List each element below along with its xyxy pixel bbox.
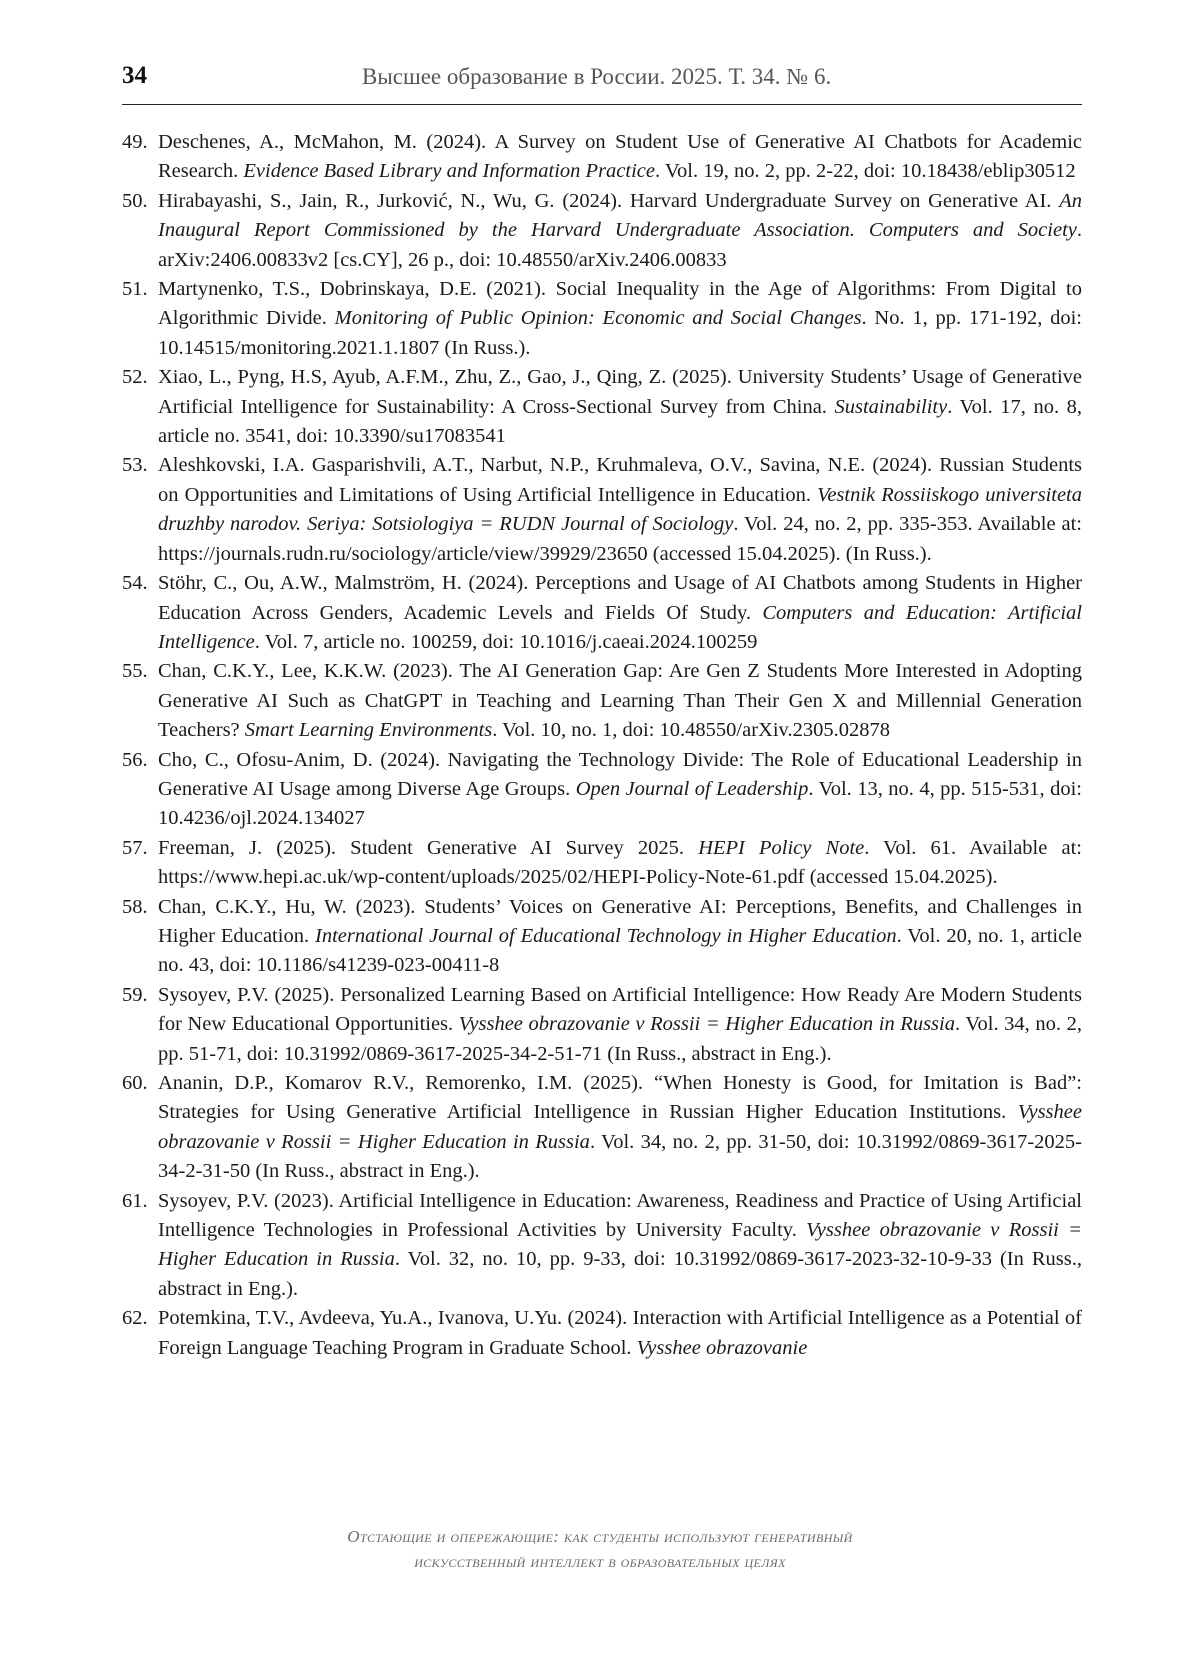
reference-source: Vysshee obrazovanie v Rossii = Higher Education in Russia — [458, 1013, 955, 1036]
page-header — [122, 58, 1082, 105]
reference-text: Chan, C.K.Y., Lee, K.K.W. (2023). The AI Generation Gap: Are Gen Z Students More Interested in Adopting Generative AI Such as ChatGPT in Teaching and Learning Than Their Gen X and Millennial Generation Teachers? — [158, 660, 1082, 742]
reference-item — [122, 275, 1082, 363]
reference-source: Vysshee obrazovanie v Rossii = Higher Education in Russia — [158, 1101, 1082, 1153]
running-title: Высшее образование в России. 2025. Т. 34. № 6. — [362, 64, 832, 89]
reference-item — [122, 1304, 1082, 1363]
reference-source: Evidence Based Library and Information Practice — [243, 160, 655, 183]
reference-item — [122, 746, 1082, 834]
reference-item — [122, 981, 1082, 1069]
page-number: 34 — [122, 62, 147, 89]
reference-source: An Inaugural Report Commissioned by the Harvard Undergraduate Association. Computers and Society — [158, 189, 1082, 242]
page-footer — [0, 1524, 1200, 1574]
footer-line-2: искусственный интеллект в образовательных целях — [414, 1552, 786, 1571]
reference-details: . Vol. 20, no. 1, article no. 43, doi: 10.1186/s41239-023-00411-8 — [158, 924, 1082, 977]
reference-source: Vysshee obrazovanie v Rossii = Higher Education in Russia — [158, 1219, 1083, 1271]
reference-details: . arXiv:2406.00833v2 [cs.CY], 26 p., doi: 10.48550/arXiv.2406.00833 — [158, 219, 1082, 271]
reference-details: . Vol. 34, no. 2, pp. 31-50, doi: 10.31992/0869-3617-2025-34-2-31-50 (In Russ., abstract in Eng.). — [158, 1130, 1083, 1183]
reference-details: . Vol. 10, no. 1, doi: 10.48550/arXiv.2305.02878 — [492, 719, 890, 742]
reference-text: Sysoyev, P.V. (2025). Personalized Learning Based on Artificial Intelligence: How Ready Are Modern Students for New Educational Opportunities. — [158, 983, 1082, 1036]
reference-text: Deschenes, A., McMahon, M. (2024). A Survey on Student Use of Generative AI Chatbots for Academic Research. — [158, 131, 1082, 183]
reference-number: 58. — [122, 895, 148, 918]
reference-text: Aleshkovski, I.A. Gasparishvili, A.T., Narbut, N.P., Kruhmaleva, O.V., Savina, N.E. (2024). Russian Students on Opportunities and Limitations of Using Artificial Intelligence in Education. — [158, 454, 1082, 506]
reference-item — [122, 834, 1082, 893]
reference-number: 49. — [122, 131, 148, 153]
reference-text: Cho, C., Ofosu-Anim, D. (2024). Navigating the Technology Divide: The Role of Educational Leadership in Generative AI Usage among Diverse Age Groups. — [158, 748, 1082, 800]
reference-number: 61. — [122, 1189, 148, 1212]
reference-text: Martynenko, T.S., Dobrinskaya, D.E. (2021). Social Inequality in the Age of Algorithms: From Digital to Algorithmic Divide. — [158, 278, 1082, 330]
reference-item — [122, 657, 1082, 745]
reference-number: 56. — [122, 748, 148, 771]
reference-item — [122, 128, 1082, 187]
reference-details: . Vol. 17, no. 8, article no. 3541, doi: 10.3390/su17083541 — [158, 395, 1082, 448]
reference-item — [122, 363, 1082, 451]
reference-details: . Vol. 34, no. 2, pp. 51-71, doi: 10.31992/0869-3617-2025-34-2-51-71 (In Russ., abstract in Eng.). — [158, 1013, 1082, 1065]
reference-details: . No. 1, pp. 171-192, doi: 10.14515/monitoring.2021.1.1807 (In Russ.). — [158, 307, 1082, 359]
reference-number: 50. — [122, 189, 148, 212]
reference-number: 55. — [122, 660, 148, 683]
reference-number: 51. — [122, 278, 148, 301]
reference-text: Potemkina, T.V., Avdeeva, Yu.A., Ivanova, U.Yu. (2024). Interaction with Artificial Intelligence as a Potential of Foreign Language Teaching Program in Graduate School. — [158, 1307, 1082, 1359]
reference-number: 52. — [122, 366, 148, 389]
reference-number: 54. — [122, 572, 148, 595]
reference-number: 53. — [122, 454, 148, 477]
reference-item — [122, 187, 1082, 275]
reference-list — [122, 128, 1082, 1363]
reference-source: International Journal of Educational Technology in Higher Education — [315, 924, 897, 947]
reference-item — [122, 569, 1082, 657]
reference-text: Chan, C.K.Y., Hu, W. (2023). Students’ Voices on Generative AI: Perceptions, Benefits, and Challenges in Higher Education. — [158, 895, 1082, 947]
reference-text: Hirabayashi, S., Jain, R., Jurković, N., Wu, G. (2024). Harvard Undergraduate Survey on Generative AI. — [158, 189, 1060, 212]
reference-details: . Vol. 24, no. 2, pp. 335-353. Available at: https://journals.rudn.ru/sociology/article/view/39929/23650 (accessed 15.04.2025). (In Russ.). — [158, 513, 1082, 565]
reference-item — [122, 1187, 1082, 1305]
reference-source: Open Journal of Leadership — [575, 777, 809, 800]
reference-source: Monitoring of Public Opinion: Economic and Social Changes — [334, 307, 862, 330]
reference-text: Stöhr, C., Ou, A.W., Malmström, H. (2024). Perceptions and Usage of AI Chatbots among Students in Higher Education Across Genders, Academic Levels and Fields Of Study. — [158, 572, 1082, 624]
reference-text: Ananin, D.P., Komarov R.V., Remorenko, I.M. (2025). “When Honesty is Good, for Imitation is Bad”: Strategies for Using Generative Artificial Intelligence in Russian Higher Education Institutions. — [158, 1072, 1082, 1124]
reference-number: 62. — [122, 1307, 148, 1330]
reference-details: . Vol. 7, article no. 100259, doi: 10.1016/j.caeai.2024.100259 — [254, 630, 758, 653]
reference-text: Freeman, J. (2025). Student Generative AI Survey 2025. — [158, 836, 699, 859]
reference-details: . Vol. 61. Available at: https://www.hepi.ac.uk/wp-content/uploads/2025/02/HEPI-Policy-Note-61.pdf (accessed 15.04.2025). — [158, 836, 1082, 889]
reference-number: 60. — [122, 1072, 148, 1094]
reference-source: HEPI Policy Note — [698, 836, 865, 859]
reference-details: . Vol. 32, no. 10, pp. 9-33, doi: 10.31992/0869-3617-2023-32-10-9-33 (In Russ., abstract in Eng.). — [158, 1248, 1082, 1300]
reference-details: . Vol. 13, no. 4, pp. 515-531, doi: 10.4236/ojl.2024.134027 — [158, 777, 1082, 830]
reference-source: Smart Learning Environments — [244, 719, 493, 742]
reference-item — [122, 1069, 1082, 1187]
reference-number: 57. — [122, 836, 148, 859]
footer-line-1: Отстающие и опережающие: как студенты используют генеративный — [347, 1527, 853, 1546]
reference-text: Xiao, L., Pyng, H.S, Ayub, A.F.M., Zhu, Z., Gao, J., Qing, Z. (2025). University Students’ Usage of Generative Artificial Intelligence for Sustainability: A Cross-Sectional Survey from China. — [158, 366, 1082, 418]
reference-source: Sustainability — [834, 395, 948, 418]
reference-details: . Vol. 19, no. 2, pp. 2-22, doi: 10.18438/eblip30512 — [655, 160, 1076, 183]
reference-number: 59. — [122, 983, 148, 1006]
reference-item — [122, 451, 1082, 569]
reference-item — [122, 893, 1082, 981]
reference-source: Vysshee obrazovanie — [636, 1336, 808, 1359]
reference-source: Vestnik Rossiiskogo universiteta druzhby narodov. Seriya: Sotsiologiya = RUDN Journal of Sociology — [158, 483, 1082, 536]
reference-text: Sysoyev, P.V. (2023). Artificial Intelligence in Education: Awareness, Readiness and Practice of Using Artificial Intelligence Technologies in Professional Activities by University Faculty. — [158, 1189, 1082, 1242]
reference-source: Computers and Education: Artificial Intelligence — [158, 601, 1082, 653]
